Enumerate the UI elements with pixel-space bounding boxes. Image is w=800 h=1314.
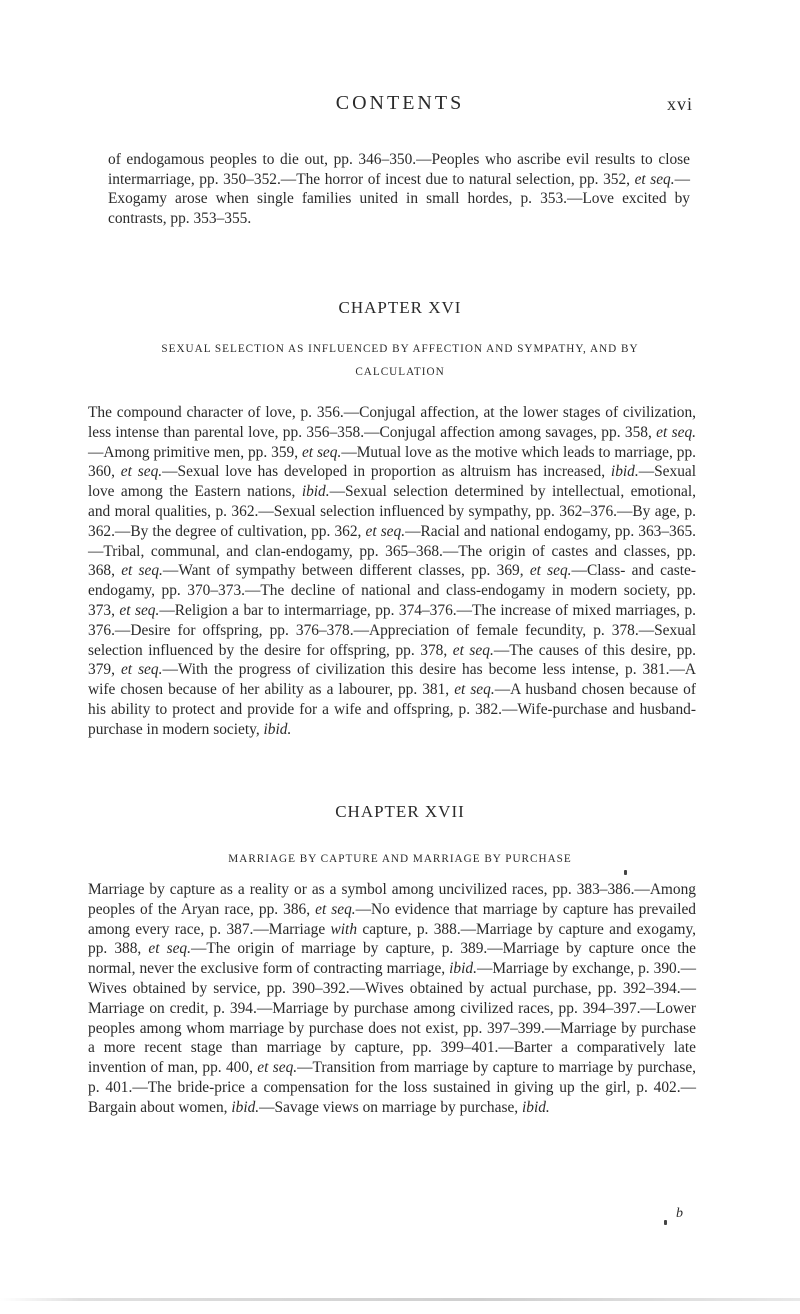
chapter-16-subtitle-line2: CALCULATION	[355, 366, 445, 378]
chapter-16-subtitle-line1: SEXUAL SELECTION AS INFLUENCED BY AFFECTION AND SYMPATHY, AND BY	[161, 343, 639, 355]
continuation-text: of endogamous peoples to die out, pp. 346–350.—Peoples who ascribe evil results to close intermarriage, pp. 350–352.—The horror of incest due to natural selection, pp. 352, et seq.—Exogamy arose when single families united in small hordes, p. 353.—Love excited by contrasts, pp. 353–355.	[108, 151, 690, 227]
page-bottom-edge	[0, 1298, 800, 1301]
chapter-17-subtitle: MARRIAGE BY CAPTURE AND MARRIAGE BY PURCHASE	[228, 853, 572, 865]
chapter-17-heading: CHAPTER XVII	[335, 802, 465, 821]
chapter-16-heading: CHAPTER XVI	[338, 298, 462, 317]
signature-mark: b	[676, 1206, 683, 1221]
print-speck	[624, 870, 627, 875]
running-title: CONTENTS	[335, 92, 465, 114]
page-number: xvi	[666, 94, 693, 114]
continuation-paragraph	[108, 150, 690, 228]
chapter-16-text: The compound character of love, p. 356.—Conjugal affection, at the lower stages of civilization, less intense than parental love, pp. 356–358.—Conjugal affection among savages, pp. 358, et seq.—Among primitive men, pp. 359, et seq.—Mutual love as the motive which leads to marriage, pp. 360, et seq.—Sexual love has developed in proportion as altruism has increased, ibid.—Sexual love among the Eastern nations, ibid.—Sexual selection determined by intellectual, emotional, and moral qualities, p. 362.—Sexual selection influenced by sympathy, pp. 362–376.—By age, p. 362.—By the degree of cultivation, pp. 362, et seq.—Racial and national endogamy, pp. 363–365.—Tribal, communal, and clan-endogamy, pp. 365–368.—The origin of castes and classes, pp. 368, et seq.—Want of sympathy between different classes, pp. 369, et seq.—Class- and caste-endogamy, pp. 370–373.—The decline of national and class-endogamy in modern society, pp. 373, et seq.—Religion a bar to intermarriage, pp. 374–376.—The increase of mixed marriages, p. 376.—Desire for offspring, pp. 376–378.—Appreciation of female fecundity, p. 378.—Sexual selection influenced by the desire for offspring, pp. 378, et seq.—The causes of this desire, pp. 379, et seq.—With the progress of civilization this desire has become less intense, p. 381.—A wife chosen because of her ability as a labourer, pp. 381, et seq.—A husband chosen because of his ability to protect and provide for a wife and offspring, p. 382.—Wife-purchase and husband-purchase in modern society, ibid.	[88, 404, 697, 738]
running-head	[0, 92, 800, 122]
chapter-17-summary	[88, 880, 696, 1118]
chapter-16-summary	[88, 403, 696, 740]
print-speck	[664, 1220, 667, 1225]
chapter-17-text: Marriage by capture as a reality or as a symbol among uncivilized races, pp. 383–386.—Among peoples of the Aryan race, pp. 386, et seq.—No evidence that marriage by capture has prevailed among every race, p. 387.—Marriage with capture, p. 388.—Marriage by capture and exogamy, pp. 388, et seq.—The origin of marriage by capture, p. 389.—Marriage by capture once the normal, never the exclusive form of contracting marriage, ibid.—Marriage by exchange, p. 390.—Wives obtained by service, pp. 390–392.—Wives obtained by actual purchase, pp. 392–394.—Marriage on credit, p. 394.—Marriage by purchase among civilized races, pp. 394–397.—Lower peoples among whom marriage by purchase does not exist, pp. 397–399.—Marriage by purchase a more recent stage than marriage by capture, pp. 399–401.—Barter a comparatively late invention of man, pp. 400, et seq.—Transition from marriage by capture to marriage by purchase, p. 401.—The bride-price a compensation for the loss sustained in giving up the girl, p. 402.—Bargain about women, ibid.—Savage views on marriage by purchase, ibid.	[88, 881, 697, 1116]
